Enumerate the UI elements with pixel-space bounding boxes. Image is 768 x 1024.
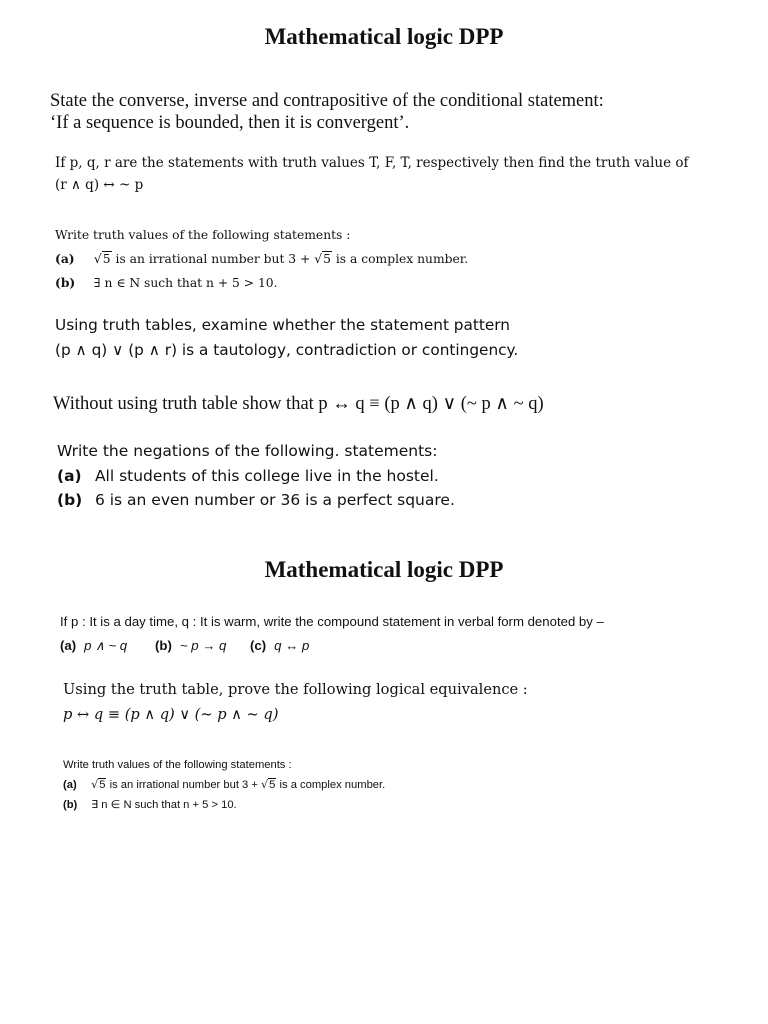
question-logical-equivalence xyxy=(63,677,528,727)
question-line: Using the truth table, prove the following logical equivalence : xyxy=(63,681,528,698)
option-label: (a) xyxy=(55,251,75,266)
option-text: ∃ n ∈ N such that n + 5 > 10. xyxy=(91,799,237,811)
question-write-truth-values xyxy=(55,224,468,295)
option-c: (c) q ↔ p xyxy=(250,638,310,653)
option-label: (b) xyxy=(63,799,78,811)
option-a: (a) p ∧ ~ q xyxy=(60,638,128,653)
sqrt-expression: √5 xyxy=(261,778,276,791)
question-heading: Write truth values of the following statements : xyxy=(55,228,351,242)
question-converse-inverse xyxy=(50,90,604,134)
question-truth-value xyxy=(55,152,689,196)
option-a xyxy=(55,247,468,271)
option-b: (b) ~ p → q xyxy=(155,638,227,653)
option-b xyxy=(55,271,468,295)
option-label: (b) xyxy=(55,275,76,290)
sqrt-expression: √5 xyxy=(93,252,111,266)
question-heading: Write the negations of the following. statements: xyxy=(57,442,438,460)
question-line: Using truth tables, examine whether the statement pattern xyxy=(55,316,511,334)
question-line: If p, q, r are the statements with truth values T, F, T, respectively then find the truth value of xyxy=(55,155,689,171)
option-b xyxy=(63,795,385,815)
question-verbal-form xyxy=(60,610,604,658)
option-text: is a complex number. xyxy=(279,779,386,791)
option-text: is an irrational number but 3 + xyxy=(109,779,258,791)
sqrt-expression: √5 xyxy=(91,778,106,791)
option-text: is an irrational number but 3 + xyxy=(115,252,311,266)
question-line: State the converse, inverse and contrapositive of the conditional statement: xyxy=(50,91,604,111)
sqrt-expression: √5 xyxy=(314,252,331,266)
option-label: (a) xyxy=(57,466,82,485)
option-text: ∃ n ∈ N such that n + 5 > 10. xyxy=(93,276,278,290)
question-without-truth-table: Without using truth table show that p ↔ q ≡ (p ∧ q) ∨ (~ p ∧ ~ q) xyxy=(53,394,544,414)
question-negations xyxy=(57,439,455,513)
option-label: (b) xyxy=(57,491,83,509)
option-text: is a complex number. xyxy=(335,252,469,266)
question-expression: (r ∧ q) ↔ ~ p xyxy=(55,177,144,193)
question-line: If p : It is a day time, q : It is warm, write the compound statement in verbal form denoted by – xyxy=(60,614,604,629)
option-a xyxy=(57,464,455,489)
option-a xyxy=(63,775,385,795)
question-expression: p ↔ q ≡ (p ∧ q) ∨ (~ p ∧ ~ q) xyxy=(63,706,279,723)
page-title: Mathematical logic DPP xyxy=(264,24,504,49)
question-line: (p ∧ q) ∨ (p ∧ r) is a tautology, contradiction or contingency. xyxy=(55,341,519,359)
option-text: 6 is an even number or 36 is a perfect square. xyxy=(94,491,455,509)
question-line: ‘If a sequence is bounded, then it is convergent’. xyxy=(50,113,410,133)
question-write-truth-values xyxy=(63,755,385,815)
options-row xyxy=(60,634,604,658)
option-label: (a) xyxy=(63,779,77,791)
question-heading: Write truth values of the following statements : xyxy=(63,759,292,771)
option-text: All students of this college live in the hostel. xyxy=(94,466,439,485)
page-title: Mathematical logic DPP xyxy=(264,557,504,582)
question-truth-tables xyxy=(55,313,518,363)
option-b xyxy=(57,488,455,513)
